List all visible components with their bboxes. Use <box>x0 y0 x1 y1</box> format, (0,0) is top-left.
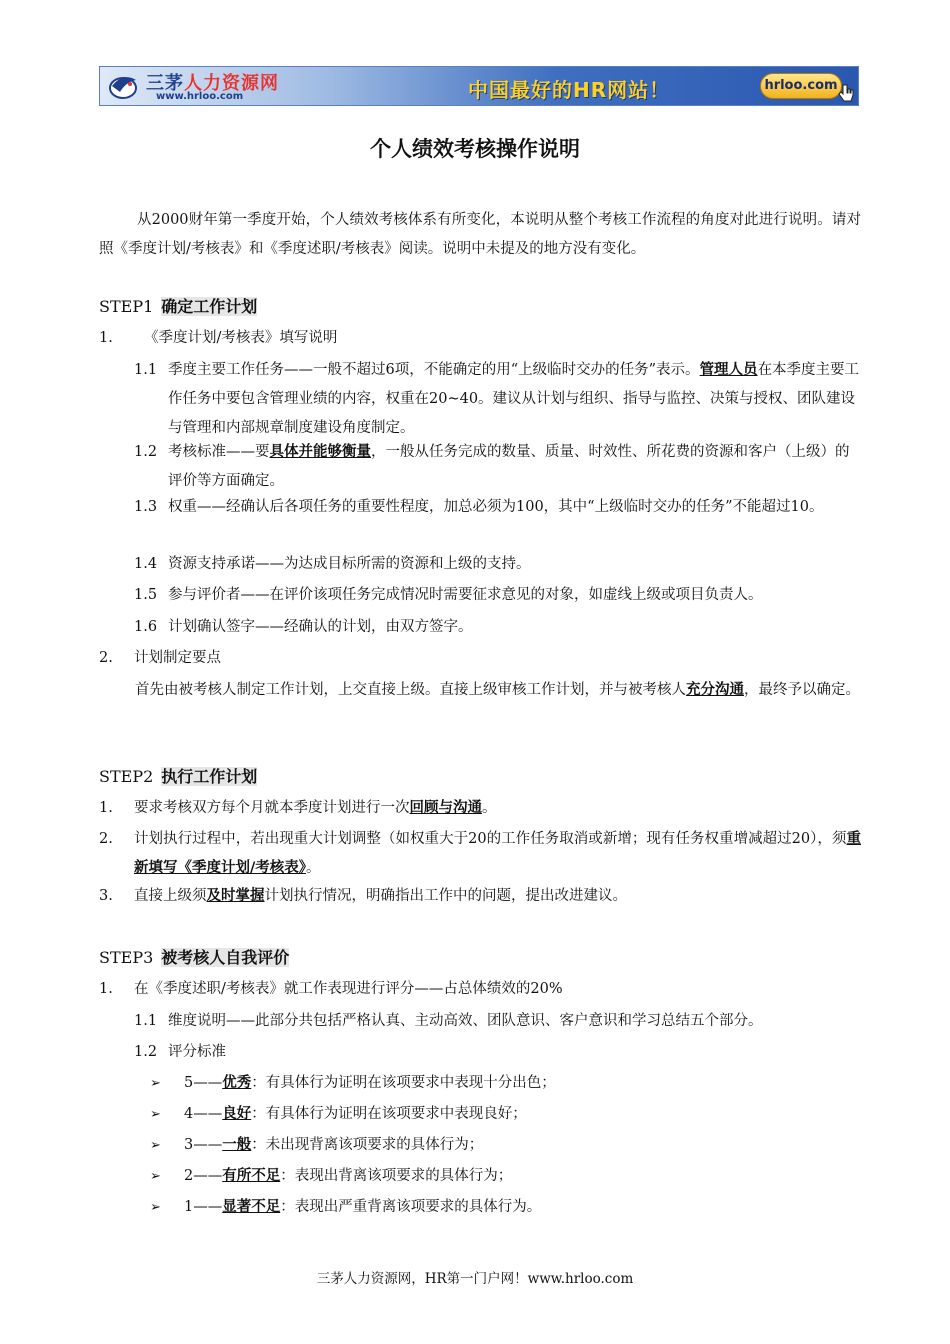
banner-slogan: 中国最好的HR网站！ <box>468 78 671 102</box>
site-link-button[interactable]: hrloo.com <box>760 73 842 99</box>
arrow-bullet-icon: ➢ <box>150 1107 161 1122</box>
logo-bird-icon <box>106 70 140 102</box>
step1-sub-1-2: 1.2 考核标准——要具体并能够衡量，一般从任务完成的数量、质量、时效性、所花费的资源和客户（上级）的评价等方面确定。 <box>134 444 850 489</box>
hand-cursor-icon <box>838 83 854 103</box>
page-title: 个人绩效考核操作说明 <box>370 137 580 161</box>
arrow-bullet-icon: ➢ <box>150 1169 161 1184</box>
arrow-bullet-icon: ➢ <box>150 1076 161 1091</box>
page-footer: 三茅人力资源网，HR第一门户网！www.hrloo.com <box>316 1271 634 1287</box>
step2-item-2: 2. 计划执行过程中，若出现重大计划调整（如权重大于20的工作任务取消或新增；现有任务权重增减超过20），须重新填写《季度计划/考核表》。 <box>99 831 861 876</box>
header-banner <box>99 66 859 106</box>
step3-heading: STEP3 被考核人自我评价 <box>99 948 290 967</box>
arrow-bullet-icon: ➢ <box>150 1138 161 1153</box>
intro-paragraph: 从2000财年第一季度开始，个人绩效考核体系有所变化，本说明从整个考核工作流程的角度对此进行说明。请对照《季度计划/考核表》和《季度述职/考核表》阅读。说明中未提及的地方没有变化。 <box>99 212 861 257</box>
step1-item-2-paragraph: 首先由被考核人制定工作计划，上交直接上级。直接上级审核工作计划，并与被考核人充分沟通，最终予以确定。 <box>135 682 860 698</box>
logo-text: 三茅人力资源网 <box>146 73 279 94</box>
arrow-bullet-icon: ➢ <box>150 1200 161 1215</box>
step1-sub-1-3: 1.3 权重——经确认后各项任务的重要性程度，加总必须为100，其中“上级临时交办的任务”不能超过10。 <box>134 499 824 515</box>
step2-heading: STEP2 执行工作计划 <box>99 767 258 786</box>
logo-url: www.hrloo.com <box>156 91 244 102</box>
step1-heading: STEP1 确定工作计划 <box>99 297 258 316</box>
step1-sub-1-1: 1.1 季度主要工作任务——一般不超过6项，不能确定的用“上级临时交办的任务”表示。管理人员在本季度主要工作任务中要包含管理业绩的内容，权重在20~40。建议从计划与组织、指导与监控、决策与授权、团队建设与管理和内部规章制度建设角度制定。 <box>134 362 860 436</box>
